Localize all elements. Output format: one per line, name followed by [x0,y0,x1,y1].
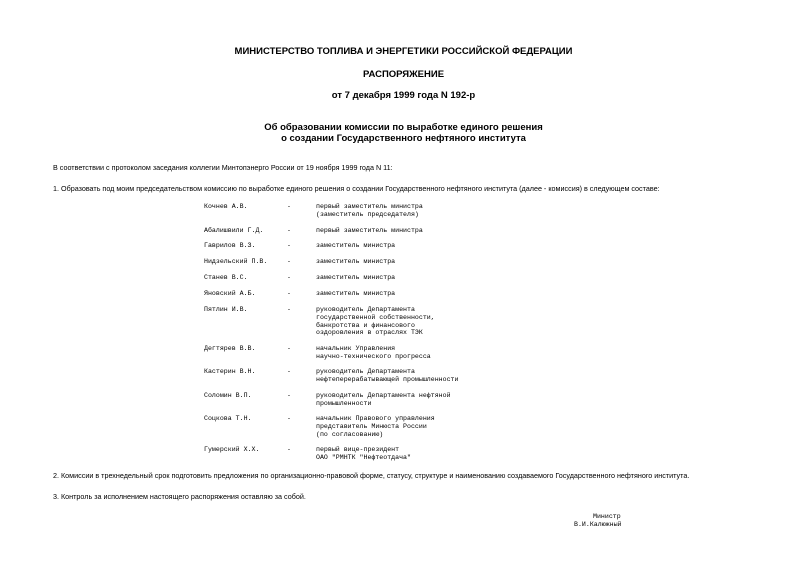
member-role: первый заместитель министра (заместитель председателя) [316,203,423,218]
member-name: Гаврилов В.З. [204,242,256,249]
member-dash: - [287,203,291,210]
member-name: Кочнев А.В. [204,203,248,210]
member-role: первый заместитель министра [316,227,423,234]
signature-name: В.И.Калюжный [574,521,622,528]
member-dash: - [287,242,291,249]
item-1-paragraph: 1. Образовать под моим председательством комиссию по выработке единого решения о создании Государственного нефтяного института (далее - комиссия) в следующем составе: [53,184,660,193]
intro-paragraph: В соответствии с протоколом заседания коллегии Минтопэнерго России от 19 ноября 1999 года N 11: [53,163,393,172]
member-role: заместитель министра [316,274,396,281]
member-dash: - [287,368,291,375]
member-dash: - [287,446,291,453]
member-name: Дегтярев В.В. [204,345,256,352]
member-name: Кастерин В.Н. [204,368,256,375]
document-type: РАСПОРЯЖЕНИЕ [362,69,445,80]
member-role: руководитель Департамента государственной собственности, банкротства и финансового оздоровления в отраслях ТЭК [316,306,435,337]
item-3-paragraph: 3. Контроль за исполнением настоящего распоряжения оставляю за собой. [53,492,306,501]
member-name: Соломин В.П. [204,392,252,399]
member-name: Гумерский Х.Х. [204,446,260,453]
member-role: первый вице-президент ОАО "РМНТК "Нефтеотдача" [316,446,411,461]
member-role: заместитель министра [316,258,396,265]
signature-title: Министр [593,513,621,520]
member-role: заместитель министра [316,290,396,297]
member-dash: - [287,415,291,422]
member-role: заместитель министра [316,242,396,249]
document-subject-line-1: Об образовании комиссии по выработке единого решения [264,122,543,133]
member-dash: - [287,290,291,297]
member-role: начальник Управления научно-технического прогресса [316,345,431,360]
item-2-paragraph: 2. Комиссии в трехнедельный срок подготовить предложения по организационно-правовой форме, статусу, структуре и наименованию создаваемого Государственного нефтяного института. [53,471,690,480]
member-dash: - [287,345,291,352]
member-role: руководитель Департамента нефтяной промышленности [316,392,451,407]
member-dash: - [287,392,291,399]
member-role: начальник Правового управления представитель Минюста России (по согласованию) [316,415,435,438]
document-subject-line-2: о создании Государственного нефтяного института [281,133,526,144]
document-date-number: от 7 декабря 1999 года N 192-р [331,90,476,101]
member-dash: - [287,258,291,265]
member-name: Яновский А.Б. [204,290,256,297]
member-dash: - [287,274,291,281]
member-name: Станев В.С. [204,274,248,281]
member-name: Соцкова Т.Н. [204,415,252,422]
member-name: Нидзельский П.В. [204,258,268,265]
member-name: Абалишвили Г.Д. [204,227,264,234]
member-name: Пятлин И.В. [204,306,248,313]
member-role: руководитель Департамента нефтеперерабатывающей промышленности [316,368,459,383]
ministry-heading: МИНИСТЕРСТВО ТОПЛИВА И ЭНЕРГЕТИКИ РОССИЙСКОЙ ФЕДЕРАЦИИ [234,46,573,57]
member-dash: - [287,306,291,313]
member-dash: - [287,227,291,234]
